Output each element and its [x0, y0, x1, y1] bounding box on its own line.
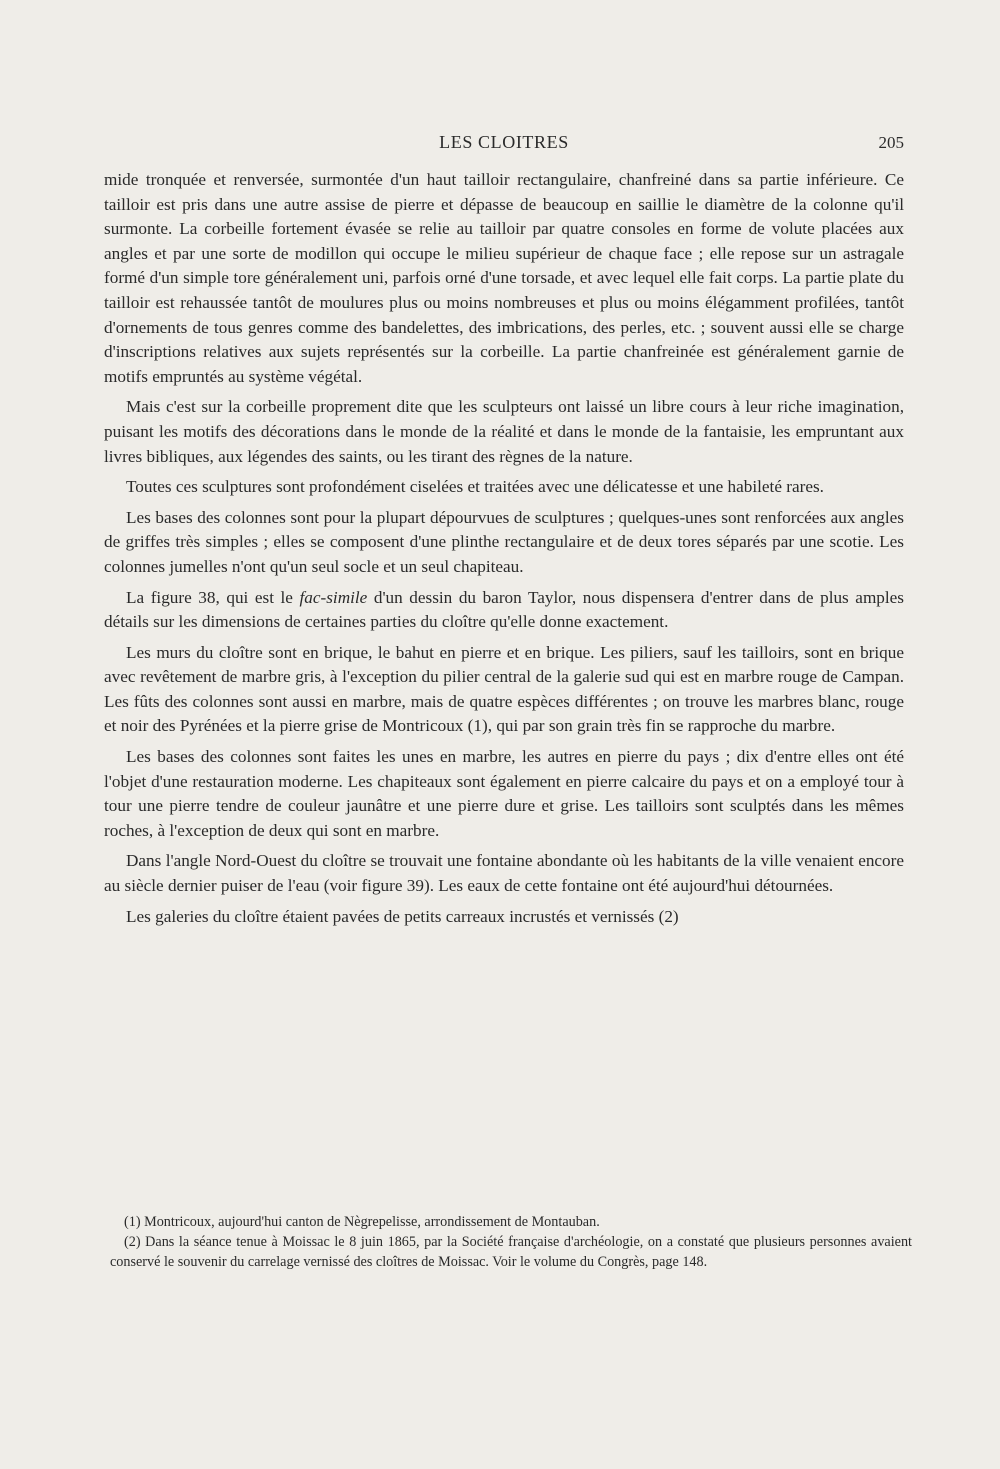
page-number: 205 [878, 133, 904, 152]
paragraph [104, 586, 904, 635]
paragraph: Les bases des colonnes sont pour la plupart dépourvues de sculptures ; quelques-unes sont renforcées aux angles de griffes très simples ; elles se composent d'une plinthe rectangulaire et de deux tores séparés par une scotie. Les colonnes jumelles n'ont qu'un seul socle et un seul chapiteau. [104, 507, 904, 576]
paragraph: Dans l'angle Nord-Ouest du cloître se trouvait une fontaine abondante où les habitants de la ville venaient encore au siècle dernier puiser de l'eau (voir figure 39). Les eaux de cette fontaine ont été aujourd'hui détournées. [104, 851, 904, 896]
running-head [104, 132, 904, 156]
paragraph: Les galeries du cloître étaient pavées de petits carreaux incrustés et vernissés (2) [126, 906, 679, 926]
paragraph: mide tronquée et renversée, surmontée d'un haut tailloir rectangulaire, chanfreiné dans sa partie inférieure. Ce tailloir est pris dans une autre assise de pierre et dépasse de beaucoup en saillie le diamètre de la colonne qu'il surmonte. La corbeille fortement évasée se relie au tailloir par quatre consoles en forme de volute placées aux angles et par une sorte de modillon qui occupe le milieu supérieur de chaque face ; elle repose sur un astragale formé d'un simple tore généralement uni, parfois orné d'une torsade, et avec lequel elle fait corps. La partie plate du tailloir est rehaussée tantôt de moulures plus ou moins nombreuses et plus ou moins élégamment profilées, tantôt d'ornements de tous genres comme des bandelettes, des imbrications, des perles, etc. ; souvent aussi elle se charge d'inscriptions relatives aux sujets représentés sur la corbeille. La partie chanfreinée est généralement garnie de motifs empruntés au système végétal. [104, 170, 904, 386]
footnote: (1) Montricoux, aujourd'hui canton de Nègrepelisse, arrondissement de Montauban. [124, 1214, 600, 1230]
paragraph: Les murs du cloître sont en brique, le bahut en pierre et en brique. Les piliers, sauf les tailloirs, sont en brique avec revêtement de marbre gris, à l'exception du pilier central de la galerie sud qui est en marbre rouge de Campan. Les fûts des colonnes sont aussi en marbre, mais de quatre espèces différentes ; on trouve les marbres blanc, rouge et noir des Pyrénées et la pierre grise de Montricoux (1), qui par son grain très fin se rapproche du marbre. [104, 642, 904, 736]
paragraph-text: La figure 38, qui est le [126, 587, 300, 607]
paragraph-text: d'un dessin du baron Taylor, nous dispensera d'entrer dans de plus amples détails sur les dimensions de certaines parties du cloître qu'elle donne exactement. [104, 587, 904, 632]
footnote: (2) Dans la séance tenue à Moissac le 8 juin 1865, par la Société française d'archéologie, on a constaté que plusieurs personnes avaient conservé le souvenir du carrelage vernissé des cloîtres de Moissac. Voir le volume du Congrès, page 148. [110, 1234, 912, 1270]
running-title: LES CLOITRES [439, 132, 569, 152]
paragraph: Toutes ces sculptures sont profondément ciselées et traitées avec une délicatesse et une habileté rares. [126, 477, 824, 497]
body-text [104, 168, 904, 935]
paragraph: Les bases des colonnes sont faites les unes en marbre, les autres en pierre du pays ; dix d'entre elles ont été l'objet d'une restauration moderne. Les chapiteaux sont également en pierre calcaire du pays et on a employé tour à tour une pierre tendre de couleur jaunâtre et une pierre dure et grise. Les tailloirs sont sculptés dans les mêmes roches, à l'exception de deux qui sont en marbre. [104, 747, 904, 840]
footnotes [110, 1212, 912, 1272]
paragraph: Mais c'est sur la corbeille proprement dite que les sculpteurs ont laissé un libre cours à leur riche imagination, puisant les motifs des décorations dans le monde de la réalité et dans le monde de la fantaisie, les empruntant aux livres bibliques, aux légendes des saints, ou les tirant des règnes de la nature. [104, 397, 904, 466]
italic-term: fac-simile [299, 587, 368, 607]
